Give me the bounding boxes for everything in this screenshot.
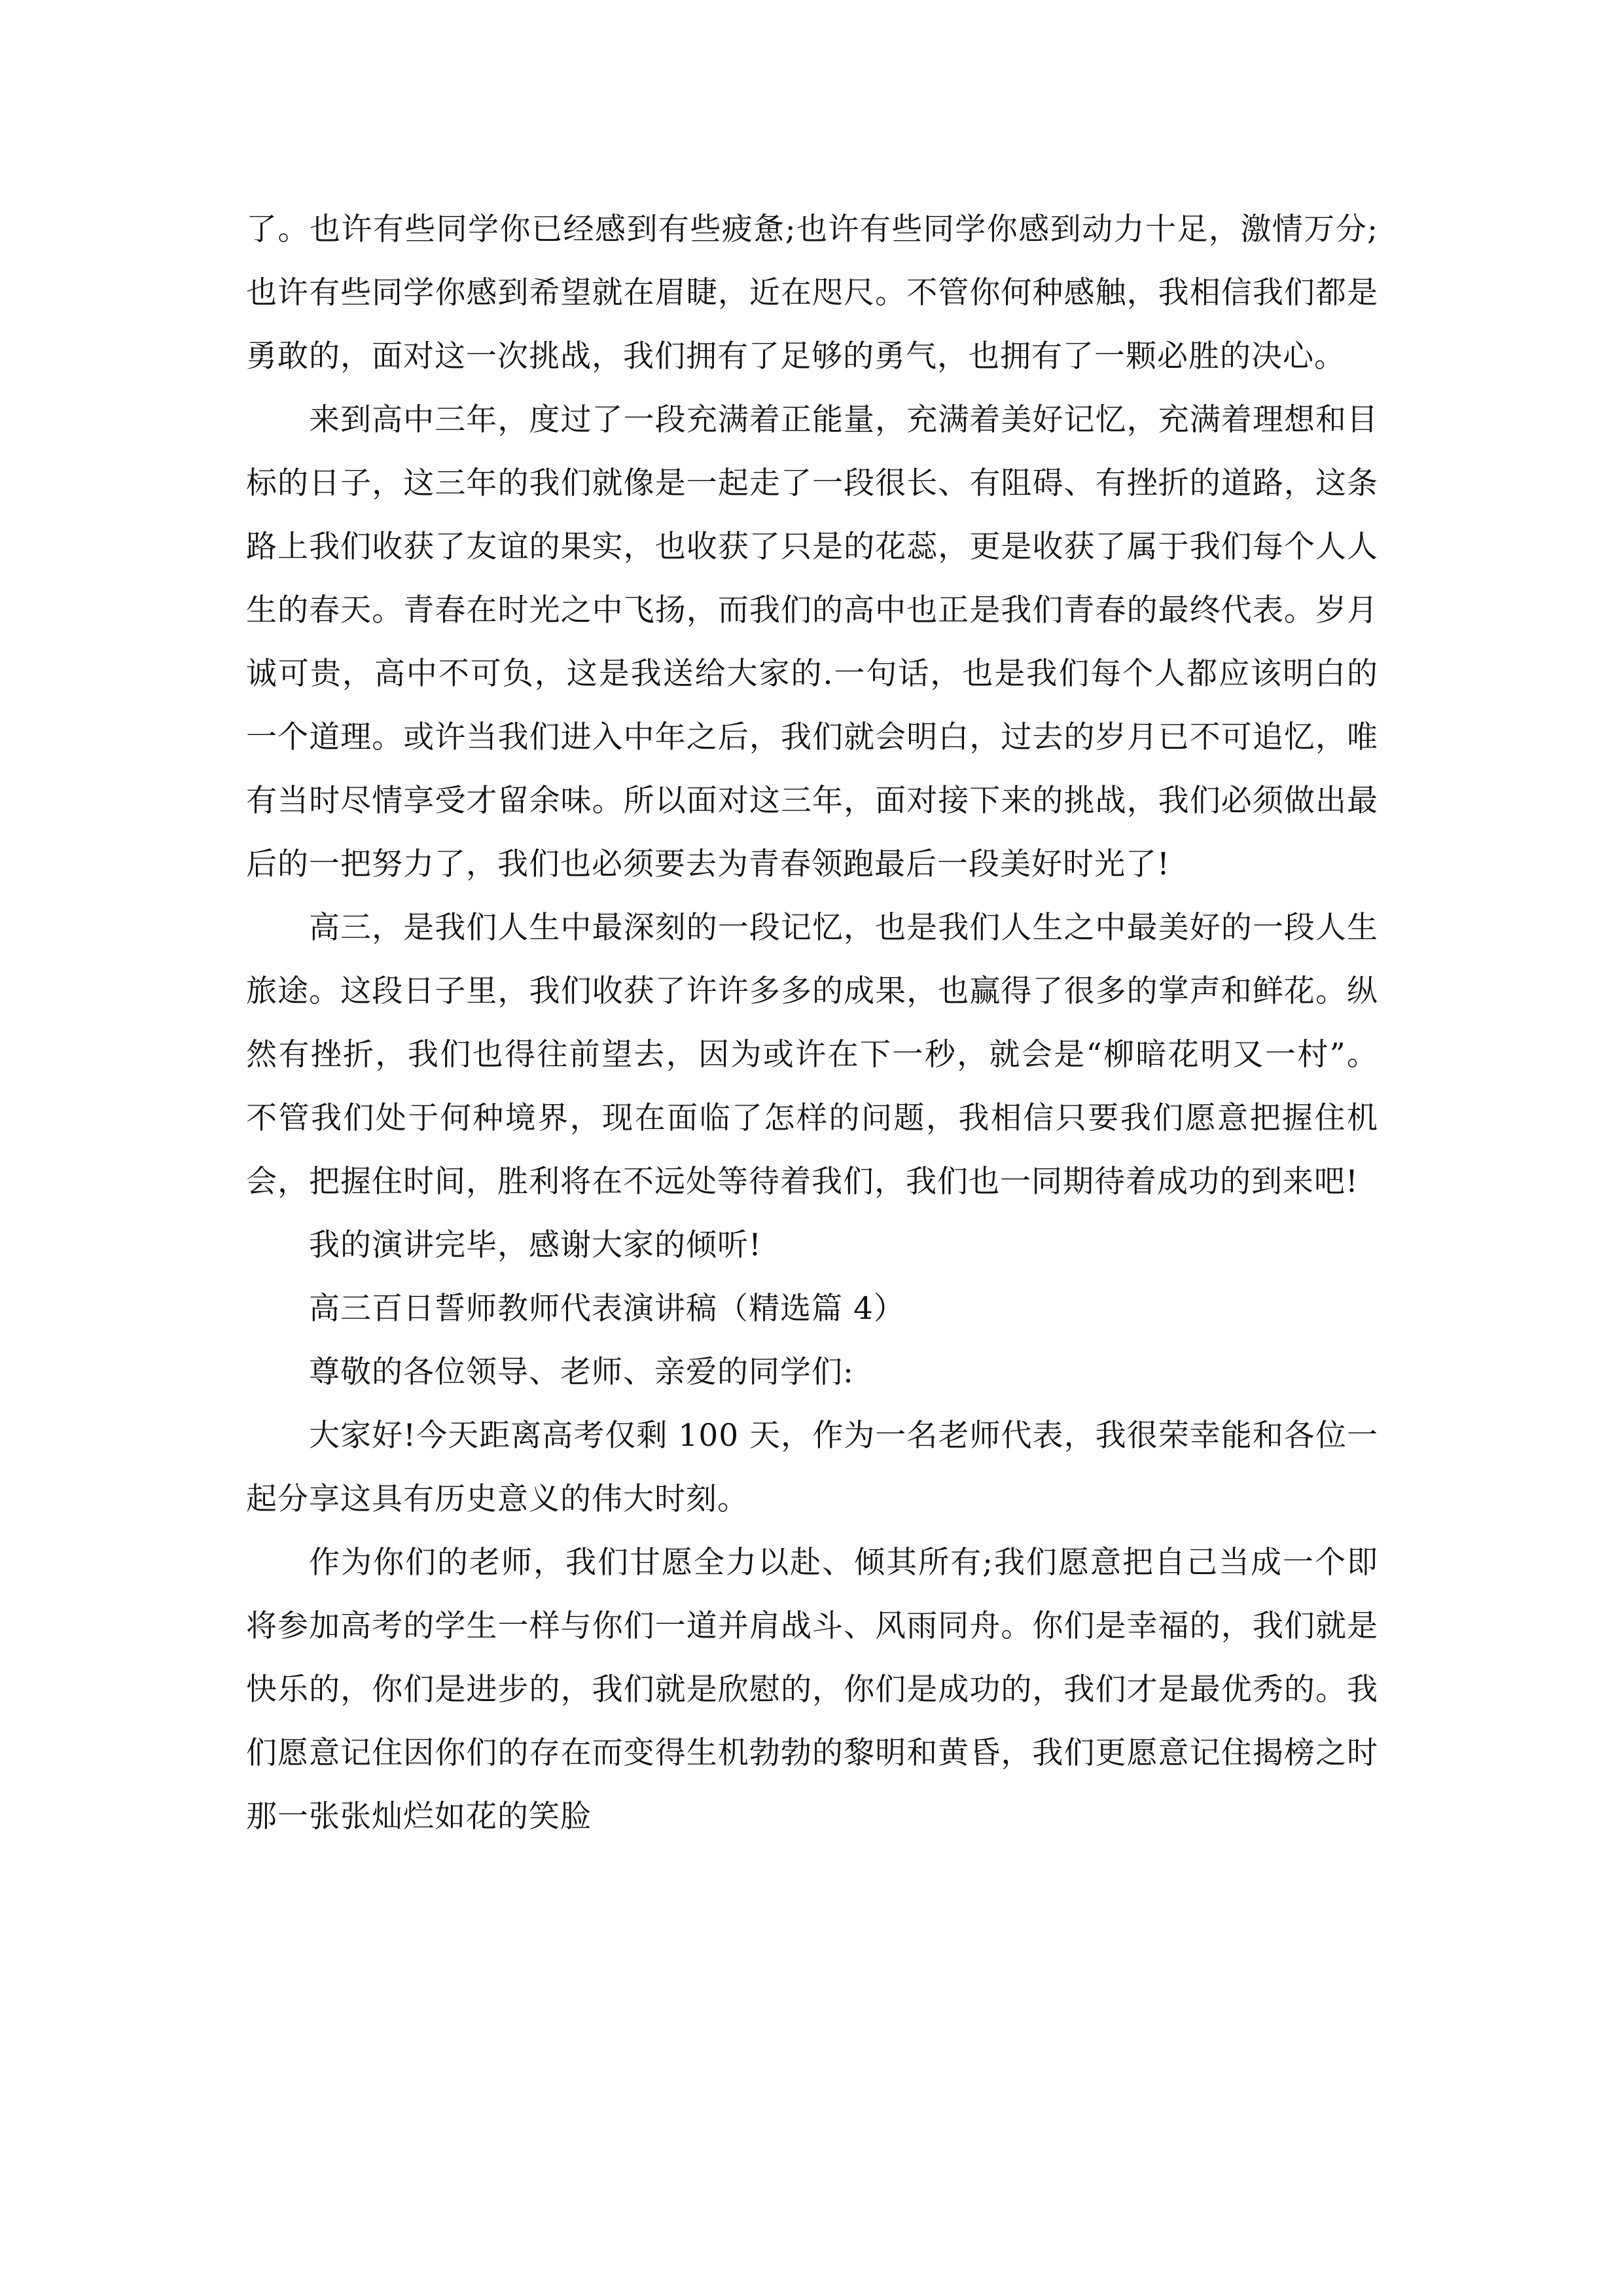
section-heading: 高三百日誓师教师代表演讲稿（精选篇 4） — [309, 1291, 905, 1327]
paragraph-greeting: 大家好!今天距离高考仅剩 100 天，作为一名老师代表，我很荣幸能和各位一起分享这具有历史意义的伟大时刻。 — [246, 1418, 1378, 1517]
document-body — [246, 198, 1378, 1848]
paragraph-continuation: 了。也许有些同学你已经感到有些疲惫;也许有些同学你感到动力十足，激情万分;也许有些同学你感到希望就在眉睫，近在咫尺。不管你何种感触，我相信我们都是勇敢的，面对这一次挑战，我们拥有了足够的勇气，也拥有了一颗必胜的决心。 — [246, 211, 1378, 374]
paragraph-teachers: 作为你们的老师，我们甘愿全力以赴、倾其所有;我们愿意把自己当成一个即将参加高考的学生一样与你们一道并肩战斗、风雨同舟。你们是幸福的，我们就是快乐的，你们是进步的，我们就是欣慰的，你们是成功的，我们才是最优秀的。我们愿意记住因你们的存在而变得生机勃勃的黎明和黄昏，我们更愿意记住揭榜之时那一张张灿烂如花的笑脸 — [246, 1545, 1378, 1835]
paragraph-high-school-years: 来到高中三年，度过了一段充满着正能量，充满着美好记忆，充满着理想和目标的日子，这三年的我们就像是一起走了一段很长、有阻碍、有挫折的道路，这条路上我们收获了友谊的果实，也收获了只是的花蕊，更是收获了属于我们每个人人生的春天。青春在时光之中飞扬，而我们的高中也正是我们青春的最终代表。岁月诚可贵，高中不可负，这是我送给大家的.一句话，也是我们每个人都应该明白的一个道理。或许当我们进入中年之后，我们就会明白，过去的岁月已不可追忆，唯有当时尽情享受才留余味。所以面对这三年，面对接下来的挑战，我们必须做出最后的一把努力了，我们也必须要去为青春领跑最后一段美好时光了! — [246, 402, 1378, 882]
paragraph-senior-year: 高三，是我们人生中最深刻的一段记忆，也是我们人生之中最美好的一段人生旅途。这段日子里，我们收获了许许多多的成果，也赢得了很多的掌声和鲜花。纵然有挫折，我们也得往前望去，因为或许在下一秒，就会是“柳暗花明又一村”。不管我们处于何种境界，现在面临了怎样的问题，我相信只要我们愿意把握住机会，把握住时间，胜利将在不远处等待着我们，我们也一同期待着成功的到来吧! — [246, 910, 1378, 1200]
salutation: 尊敬的各位领导、老师、亲爱的同学们: — [309, 1354, 854, 1390]
paragraph-closing: 我的演讲完毕，感谢大家的倾听! — [309, 1227, 762, 1263]
